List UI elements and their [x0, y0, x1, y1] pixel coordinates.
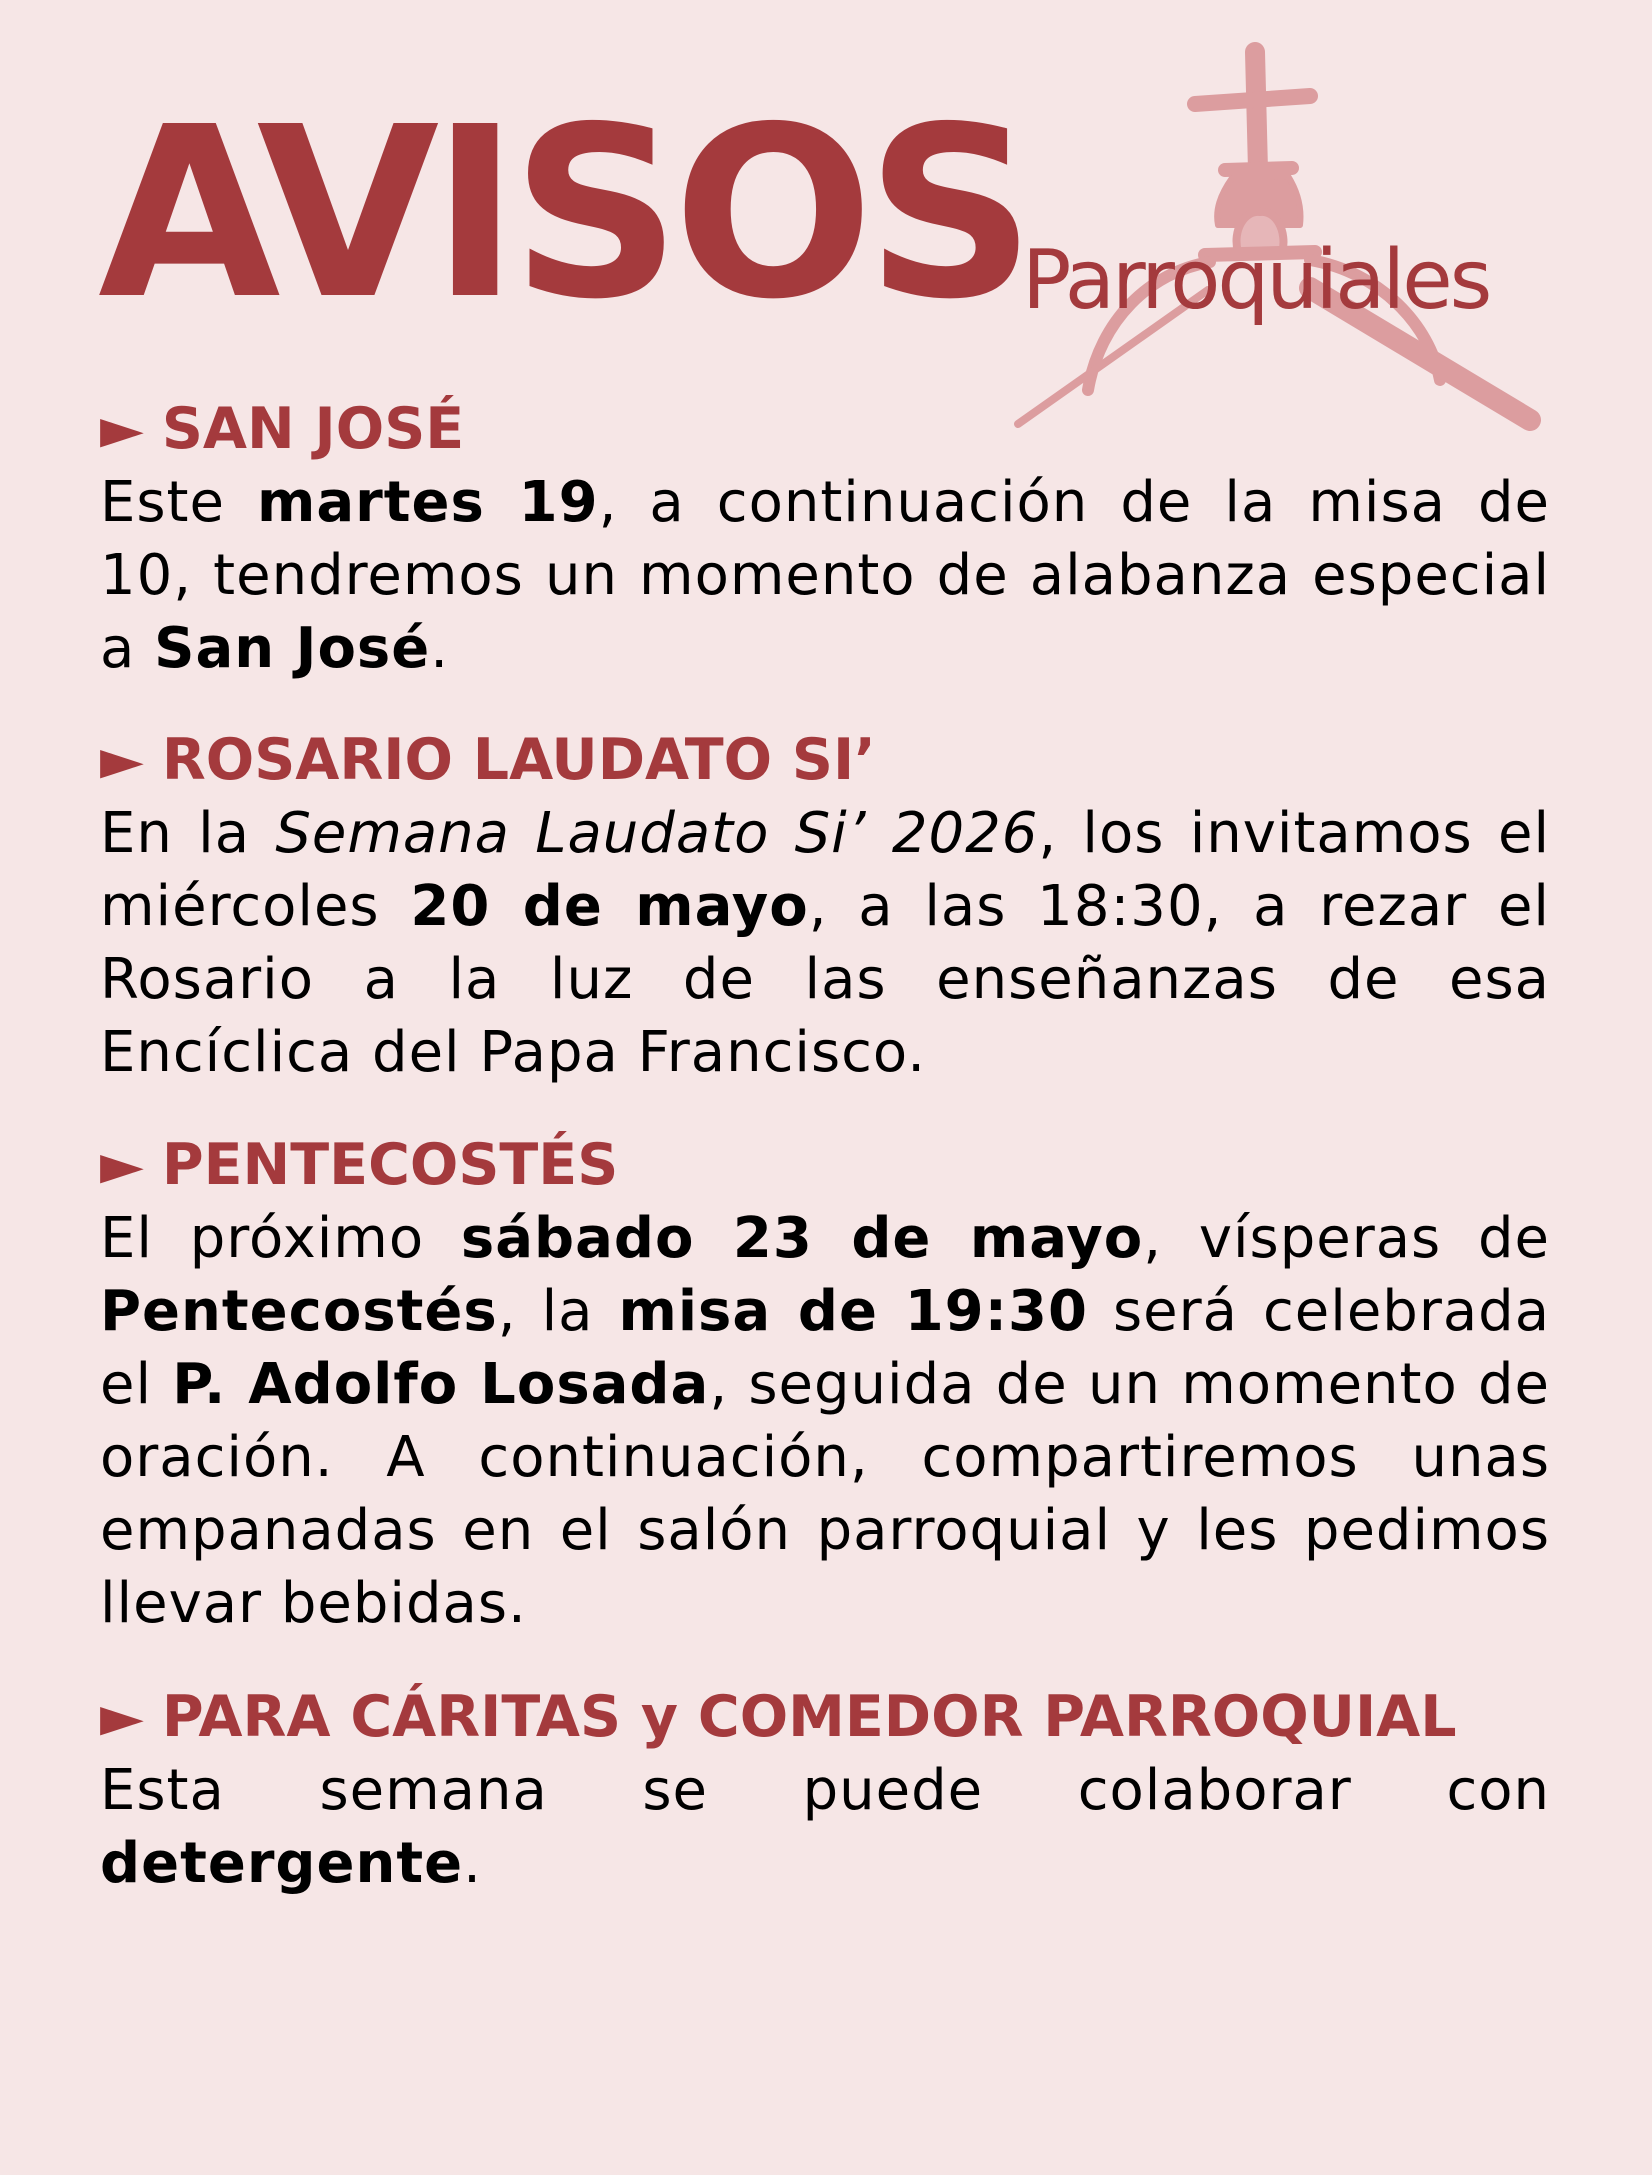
notice-caritas	[100, 1680, 1550, 1900]
notice-heading-label: PARA CÁRITAS y COMEDOR PARROQUIAL	[161, 1684, 1457, 1750]
notice-body	[100, 1754, 1550, 1900]
body-text-bold: 20 de mayo	[410, 874, 809, 939]
body-text: , a las 18:30, a rezar el Rosario a la luz de las enseñanzas de esa Encíclica del Papa Francisco.	[100, 874, 1550, 1085]
body-text: En la	[100, 801, 276, 866]
triangle-bullet-icon: ►	[100, 1684, 144, 1750]
body-text: Esta semana se puede colaborar con	[100, 1758, 1550, 1823]
page-title: AVISOS	[98, 76, 1028, 351]
triangle-bullet-icon: ►	[100, 1132, 144, 1198]
body-text-bold: detergente	[100, 1831, 464, 1896]
notice-heading	[100, 1680, 1550, 1754]
body-text: .	[463, 1831, 482, 1896]
body-text-italic: Semana Laudato Si’ 2026	[275, 801, 1039, 866]
body-text: , seguida de un momento de oración. A continuación, compartiremos unas empanadas en el salón parroquial y les pedimos llevar bebidas.	[100, 1352, 1551, 1636]
body-text-bold: sábado 23 de mayo	[460, 1206, 1144, 1271]
page-subtitle: Parroquiales	[1022, 233, 1490, 328]
notice-heading	[100, 723, 1550, 797]
notice-san-jose	[100, 392, 1550, 685]
body-text-bold: martes 19	[257, 470, 599, 535]
body-text: Este	[100, 470, 258, 535]
body-text: .	[430, 616, 450, 681]
body-text-bold: P. Adolfo Losada	[172, 1352, 710, 1417]
body-text: , los invitamos el miércoles	[100, 801, 1550, 939]
notice-rosario	[100, 723, 1550, 1089]
body-text: , a continuación de la misa de 10, tendremos un momento de alabanza especial a	[100, 470, 1550, 681]
body-text: será celebrada el	[100, 1279, 1551, 1417]
notice-heading	[100, 392, 1550, 466]
notice-body	[100, 1202, 1550, 1640]
notice-heading-label: SAN JOSÉ	[161, 396, 465, 462]
triangle-bullet-icon: ►	[100, 396, 144, 462]
notice-heading-label: PENTECOSTÉS	[161, 1132, 619, 1198]
body-text-bold: San José	[154, 616, 431, 681]
body-text: , la	[497, 1279, 619, 1344]
notice-pentecostes	[100, 1128, 1550, 1640]
body-text-bold: misa de 19:30	[618, 1279, 1088, 1344]
notice-body	[100, 797, 1550, 1089]
body-text: , vísperas de	[1143, 1206, 1551, 1271]
body-text-bold: Pentecostés	[100, 1279, 498, 1344]
triangle-bullet-icon: ►	[100, 727, 144, 793]
notice-heading	[100, 1128, 1550, 1202]
notice-body	[100, 466, 1550, 685]
notice-heading-label: ROSARIO LAUDATO SI’	[161, 727, 876, 793]
body-text: El próximo	[100, 1206, 461, 1271]
